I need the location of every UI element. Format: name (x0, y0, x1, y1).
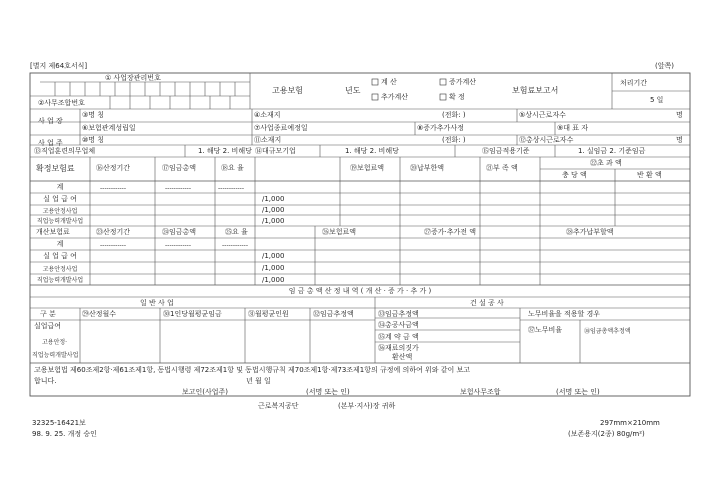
t3-count-header: ㉙산정월수 (82, 310, 117, 318)
t1-row-period: ------------ (100, 185, 126, 192)
t3-general-header: 일 반 사 업 (140, 299, 174, 307)
t2-addpay-header: ㉘추가납부할액 (566, 228, 614, 236)
form-number: [별지 제64호서식] (30, 62, 88, 70)
t1-row-label: 실 업 급 여 (43, 195, 77, 203)
t2-wage-header: ㉔임금총액 (162, 228, 197, 236)
employer-name-label: ⑩명 칭 (82, 136, 105, 144)
t3-labor-rate-title: 노무비율을 적용할 경우 (528, 310, 601, 318)
t3-c4b: 환산액 (392, 353, 413, 361)
t3-construction-header: 건 설 공 사 (470, 299, 504, 307)
checkbox-additional[interactable] (372, 94, 378, 100)
title-year: 년도 (345, 86, 361, 95)
checkbox-calc[interactable] (372, 79, 378, 85)
title-insurance: 고용보험 (272, 86, 303, 95)
biz-workers-unit: 명 (676, 111, 683, 119)
t1-row-rate: /1,000 (262, 206, 285, 214)
t3-labor-est: ㊳임금총액추정액 (584, 328, 631, 335)
paper-type: (보존용지(2종) 80g/m²) (568, 430, 645, 438)
t2-prior-header: ㉗증가·추가전 액 (424, 228, 477, 236)
training-options[interactable]: 1. 해당 2. 비해당 (198, 147, 252, 155)
large-company-options[interactable]: 1. 해당 2. 비해당 (345, 147, 399, 155)
t3-c1: ㉝임금추정액 (378, 310, 419, 318)
t1-type-header: 확정보험료 (36, 164, 75, 173)
check-increase-label: 증가계산 (449, 78, 477, 86)
employer-address-label: ⑪소재지 (254, 136, 282, 144)
t1-appropriation-header: 충 당 액 (562, 171, 587, 179)
t1-paid-header: ⑳납부한액 (410, 164, 445, 172)
biz-workers-label: ⑤상시근로자수 (519, 111, 566, 119)
training-label: ⑬직업훈련의무업체 (34, 147, 96, 155)
t1-shortage-header: ㉑부 족 액 (486, 164, 518, 172)
wage-basis-options[interactable]: 1. 실임금 2. 기준임금 (578, 147, 646, 155)
recipient-org: 근로복지공단 (258, 402, 299, 410)
biz-address-label: ④소재지 (254, 111, 281, 119)
t2-row-wage: ------------ (165, 242, 191, 249)
t2-row-rate: /1,000 (262, 252, 285, 260)
t1-row-rate: ------------ (218, 185, 244, 192)
union-sign: (서명 또는 인) (556, 388, 600, 396)
checkbox-increase[interactable] (440, 79, 446, 85)
t2-row-period: ------------ (100, 242, 126, 249)
t1-row-rate: /1,000 (262, 217, 285, 225)
t2-row-rate: ------------ (222, 242, 248, 249)
t1-row-label: 직업능력개발사업 (36, 218, 84, 225)
t1-excess-header: ㉒초 과 액 (590, 159, 622, 167)
t1-premium-header: ⑲보험료액 (350, 164, 385, 172)
law-statement: 고용보험법 제60조제2항·제61조제1항, 동법시행령 제72조제1항 및 동법시행규칙 제70조제1항·제73조제1항의 규정에 의하여 위와 같이 보고 (34, 366, 471, 374)
check-calc-label: 계 산 (381, 78, 397, 86)
employer-workers-unit: 명 (676, 136, 683, 144)
t1-row-wage: ------------ (165, 185, 191, 192)
section-business: 사 업 장 (38, 117, 63, 125)
t1-refund-header: 반 환 액 (637, 171, 662, 179)
t3-row-unemployment: 실업급여 (34, 322, 62, 330)
t3-est-header: ㉜임금추정액 (313, 310, 354, 318)
page-side: (앞쪽) (655, 62, 674, 70)
employer-total-workers-label: ⑫총상시근로자수 (519, 136, 574, 144)
reporter-label: 보고인(사업주) (182, 388, 229, 396)
employer-phone: (전화: ) (442, 136, 466, 144)
mgmt-no-label: ① 사업장관리번호 (105, 74, 161, 82)
t3-c4: ㊱재료의짓가 (378, 344, 419, 352)
t1-rate-header: ⑱요 율 (221, 164, 244, 172)
form-code: 32325-16421보 (32, 419, 86, 427)
t3-c3: ㉟계 약 금 액 (378, 333, 419, 341)
biz-end-date-label: ⑦사업종료예정일 (254, 124, 308, 132)
biz-phone: (전화: ) (442, 111, 466, 119)
t3-avg-header: ㉚1인당월평균임금 (163, 310, 222, 318)
t3-title: 임 금 총 액 산 정 내 역 ( 개 산 · 증 가 · 추 가 ) (288, 287, 432, 295)
t1-period-header: ⑯산정기간 (96, 164, 131, 172)
t2-period-header: ㉓산정기간 (96, 228, 131, 236)
reg-no-label: ②사무조합번호 (38, 99, 85, 107)
processing-period-label: 처리기간 (620, 79, 648, 87)
t1-row-label: 계 (56, 183, 64, 191)
t2-type-header: 개산보험료 (36, 228, 70, 236)
reporter-sign: (서명 또는 인) (306, 388, 350, 396)
biz-name-label: ③명 칭 (82, 111, 105, 119)
check-confirm-label: 확 정 (449, 93, 465, 101)
t2-row-label: 실 업 급 여 (43, 252, 77, 260)
t2-premium-header: ㉖보험료액 (322, 228, 357, 236)
report-date: 년 월 일 (246, 377, 271, 385)
t2-rate-header: ㉕요 율 (225, 228, 248, 236)
check-additional-label: 추가계산 (381, 93, 409, 101)
recipient-title: (본부·지사)장 귀하 (338, 402, 396, 410)
paper-size: 297mm×210mm (600, 419, 660, 427)
t3-monthly-header: ㉛월평균인원 (248, 310, 289, 318)
t3-row-stability: 고용안정· (42, 339, 68, 346)
t2-row-rate: /1,000 (262, 264, 285, 272)
t3-c2: ㉞총공사금액 (378, 321, 419, 329)
t1-row-rate: /1,000 (262, 195, 285, 203)
biz-increase-date-label: ⑧증가추가사정 (417, 124, 464, 132)
t2-row-rate: /1,000 (262, 276, 285, 284)
section-employer: 사 업 주 (38, 139, 63, 147)
t3-row-vocational: 직업능력개발사업 (32, 352, 79, 359)
t3-labor-rate: ㊲노무비율 (528, 326, 563, 334)
processing-period-value: 5 일 (650, 96, 664, 104)
union-label: 보험사무조합 (460, 388, 501, 396)
law-statement-end: 합니다. (34, 377, 57, 385)
t2-row-label: 계 (56, 240, 64, 248)
title-report: 보험료보고서 (512, 86, 559, 95)
t2-row-label: 직업능력개발사업 (36, 277, 84, 284)
large-company-label: ⑭대규모기업 (255, 147, 296, 155)
t1-wage-header: ⑰임금총액 (162, 164, 197, 172)
biz-ceo-label: ⑨대 표 자 (557, 124, 589, 132)
biz-start-date-label: ⑥보험관계성립일 (82, 124, 136, 132)
checkbox-confirm[interactable] (440, 94, 446, 100)
approval-date: 98. 9. 25. 개정 승인 (32, 430, 97, 438)
t1-row-label: 고용안정사업 (42, 208, 78, 215)
wage-basis-label: ⑮임금적용기준 (482, 147, 530, 155)
t2-row-label: 고용안정사업 (42, 266, 78, 273)
t3-div-header: 구 분 (40, 310, 56, 318)
